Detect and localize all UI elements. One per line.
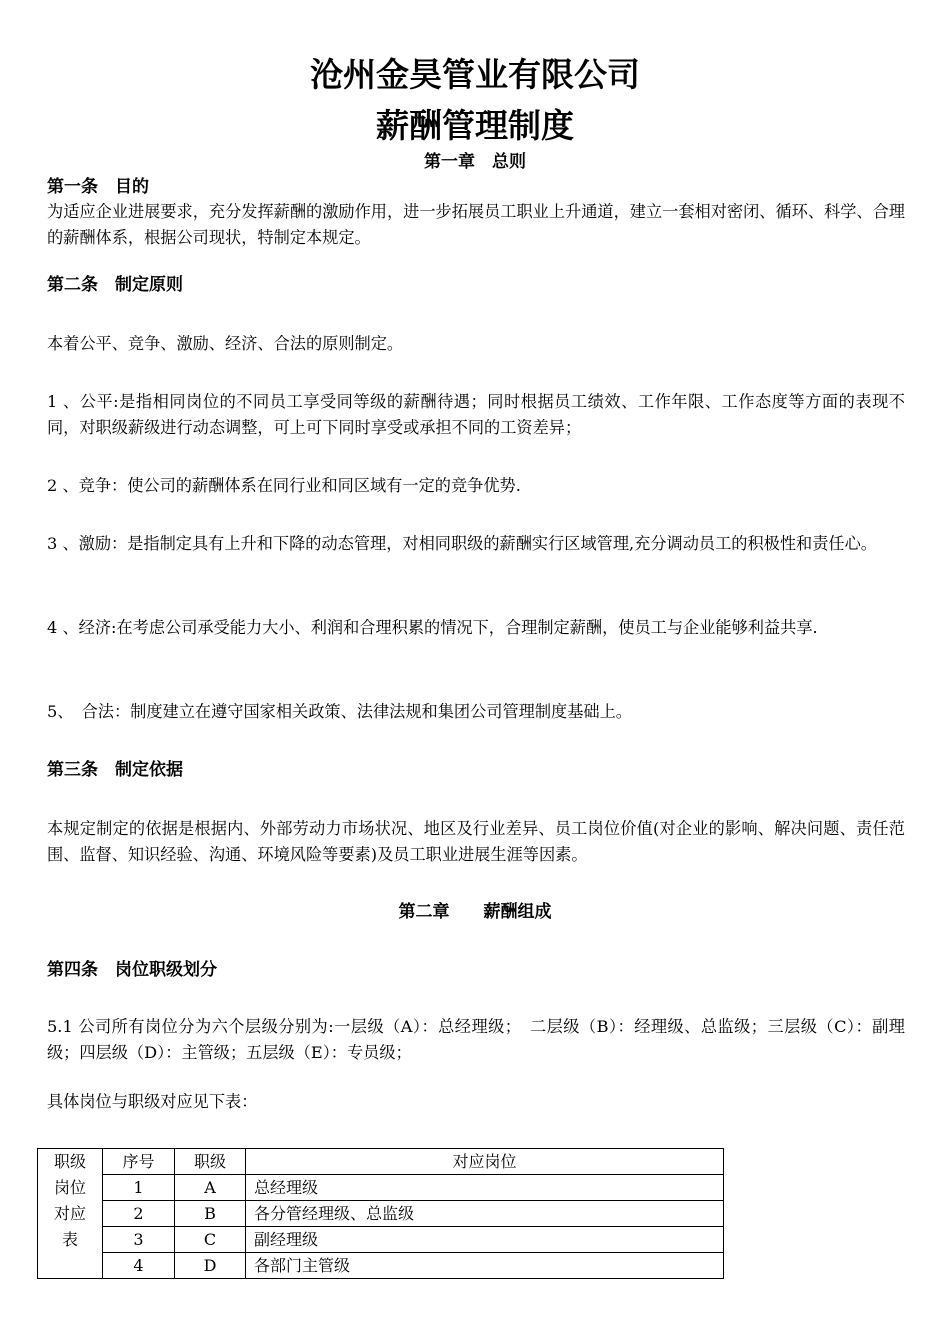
cell-seq: 3 [103,1227,175,1253]
cell-seq: 2 [103,1201,175,1227]
header-grade: 职级 [175,1149,246,1175]
article-2-intro: 本着公平、竞争、激励、经济、合法的原则制定。 [47,334,404,353]
chapter-1-heading: 第一章 总则 [424,152,526,172]
cell-seq: 1 [103,1175,175,1201]
document-title: 薪酬管理制度 [376,106,574,145]
article-4-text: 5.1 公司所有岗位分为六个层级分别为:一层级（A）：总经理级； 二层级（B）：经理级、总监级；三层级（C）：副理级；四层级（D）：主管级；五层级（E）：专员级； [47,1017,905,1062]
chapter-2-heading: 第二章 薪酬组成 [398,902,552,922]
article-1-text: 为适应企业进展要求，充分发挥薪酬的激励作用，进一步拓展员工职业上升通道，建立一套相对密闭、循环、科学、合理的薪酬体系，根据公司现状，特制定本规定。 [47,202,905,247]
table-row [38,1227,724,1253]
table-row [38,1175,724,1201]
cell-seq: 4 [103,1253,175,1279]
table-row [38,1253,724,1279]
article-3-heading: 第三条 制定依据 [47,760,183,780]
company-title: 沧州金昊管业有限公司 [310,55,640,94]
header-position: 对应岗位 [246,1149,724,1175]
article-2-item-5: 5、 合法：制度建立在遵守国家相关政策、法律法规和集团公司管理制度基础上。 [47,702,632,721]
table-header-row [38,1149,724,1175]
article-2-item-2: 2 、竞争：使公司的薪酬体系在同行业和同区域有一定的竞争优势. [47,476,521,495]
article-2-item-1: 1 、公平:是指相同岗位的不同员工享受同等级的薪酬待遇；同时根据员工绩效、工作年限、工作态度等方面的表现不同，对职级薪级进行动态调整，可上可下同时享受或承担不同的工资差异； [47,392,905,437]
cell-position: 总经理级 [246,1175,724,1201]
article-2-item-4: 4 、经济:在考虑公司承受能力大小、利润和合理积累的情况下，合理制定薪酬，使员工与企业能够利益共享. [47,618,818,637]
table-intro-text: 具体岗位与职级对应见下表： [47,1092,258,1111]
cell-position: 副经理级 [246,1227,724,1253]
cell-position: 各部门主管级 [246,1253,724,1279]
article-1-heading: 第一条 目的 [47,177,149,197]
table-row [38,1201,724,1227]
cell-grade: B [175,1201,246,1227]
table-side-label: 职级 岗位 对应 表 [38,1149,103,1279]
grade-position-table [37,1148,724,1279]
article-4-heading: 第四条 岗位职级划分 [47,960,217,980]
cell-position: 各分管经理级、总监级 [246,1201,724,1227]
cell-grade: D [175,1253,246,1279]
header-seq: 序号 [103,1149,175,1175]
article-3-text: 本规定制定的依据是根据内、外部劳动力市场状况、地区及行业差异、员工岗位价值(对企业的影响、解决问题、责任范围、监督、知识经验、沟通、环境风险等要素)及员工职业进展生涯等因素。 [47,819,905,864]
cell-grade: C [175,1227,246,1253]
article-2-item-3: 3 、激励：是指制定具有上升和下降的动态管理，对相同职级的薪酬实行区域管理,充分调动员工的积极性和责任心。 [47,534,877,553]
cell-grade: A [175,1175,246,1201]
article-2-heading: 第二条 制定原则 [47,275,183,295]
